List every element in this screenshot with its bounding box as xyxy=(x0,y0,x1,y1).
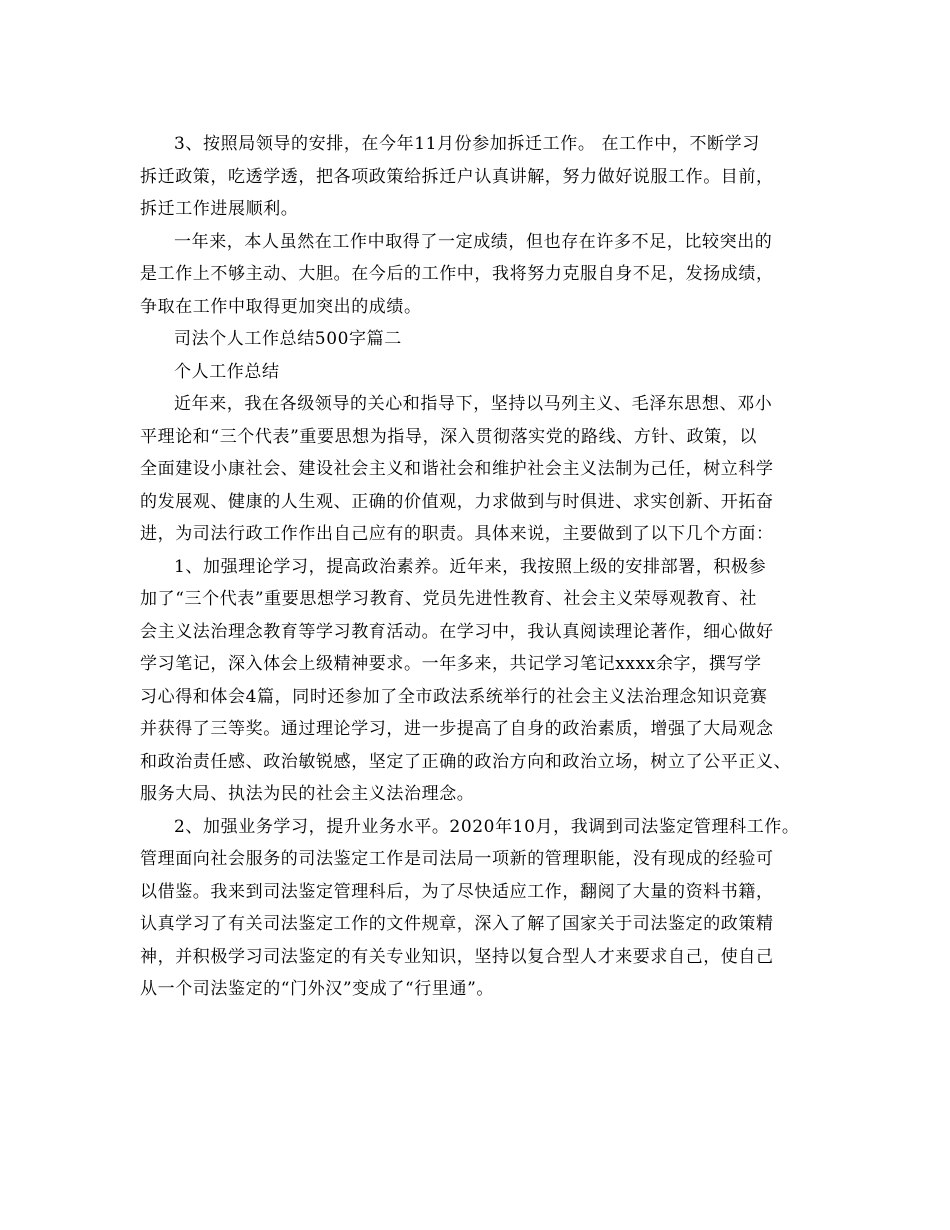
paragraph-line: 学习笔记，深入体会上级精神要求。一年多来，共记学习笔记xxxx余字，撰写学 xyxy=(140,654,762,674)
paragraph-line: 管理面向社会服务的司法鉴定工作是司法局一项新的管理职能，没有现成的经验可 xyxy=(140,849,774,869)
paragraph-line: 的发展观、健康的人生观、正确的价值观，力求做到与时俱进、求实创新、开拓奋 xyxy=(140,491,774,512)
paragraph-line: 和政治责任感、政治敏锐感，坚定了正确的政治方向和政治立场，树立了公平正义、 xyxy=(140,751,792,772)
document-body xyxy=(140,128,820,1006)
section-heading: 司法个人工作总结500字篇二 xyxy=(174,329,402,349)
paragraph-line: 全面建设小康社会、建设社会主义和谐社会和维护社会主义法制为己任，树立科学 xyxy=(140,459,774,479)
paragraph-line: 争取在工作中取得更加突出的成绩。 xyxy=(140,296,422,317)
paragraph-line: 从一个司法鉴定的“门外汉”变成了“行里通”。 xyxy=(140,979,494,999)
paragraph-line: 3、按照局领导的安排，在今年11月份参加拆迁工作。 在工作中，不断学习 xyxy=(174,134,760,154)
paragraph-line: 拆迁政策，吃透学透，把各项政策给拆迁户认真讲解，努力做好说服工作。目前， xyxy=(140,166,774,187)
paragraph-line: 习心得和体会4篇，同时还参加了全市政法系统举行的社会主义法治理念知识竞赛 xyxy=(140,686,768,707)
paragraph-line: 神，并积极学习司法鉴定的有关专业知识，坚持以复合型人才来要求自己，使自己 xyxy=(140,946,774,967)
paragraph-line: 进，为司法行政工作作出自己应有的职责。具体来说，主要做到了以下几个方面： xyxy=(140,524,774,544)
paragraph-line: 以借鉴。我来到司法鉴定管理科后，为了尽快适应工作，翻阅了大量的资料书籍， xyxy=(140,881,774,902)
paragraph-line: 并获得了三等奖。通过理论学习，进一步提高了自身的政治素质，增强了大局观念 xyxy=(140,719,774,739)
paragraph-line: 2、加强业务学习，提升业务水平。2020年10月，我调到司法鉴定管理科工作。 xyxy=(174,816,800,837)
paragraph-line: 认真学习了有关司法鉴定工作的文件规章，深入了解了国家关于司法鉴定的政策精 xyxy=(140,914,774,934)
paragraph-line: 会主义法治理念教育等学习教育活动。在学习中，我认真阅读理论著作，细心做好 xyxy=(140,621,774,642)
paragraph-line: 平理论和“三个代表”重要思想为指导，深入贯彻落实党的路线、方针、政策，以 xyxy=(140,426,757,447)
paragraph-line: 拆迁工作进展顺利。 xyxy=(140,199,299,219)
paragraph-line: 近年来，我在各级领导的关心和指导下，坚持以马列主义、毛泽东思想、邓小 xyxy=(174,394,773,414)
section-subheading: 个人工作总结 xyxy=(174,361,280,382)
paragraph-line: 加了“三个代表”重要思想学习教育、党员先进性教育、社会主义荣辱观教育、社 xyxy=(140,589,757,609)
paragraph-line: 一年来，本人虽然在工作中取得了一定成绩，但也存在许多不足，比较突出的 xyxy=(174,231,773,252)
paragraph-line: 1、加强理论学习，提高政治素养。近年来，我按照上级的安排部署，积极参 xyxy=(174,556,767,577)
paragraph-line: 是工作上不够主动、大胆。在今后的工作中，我将努力克服自身不足，发扬成绩， xyxy=(140,264,774,284)
paragraph-line: 服务大局、执法为民的社会主义法治理念。 xyxy=(140,784,475,804)
